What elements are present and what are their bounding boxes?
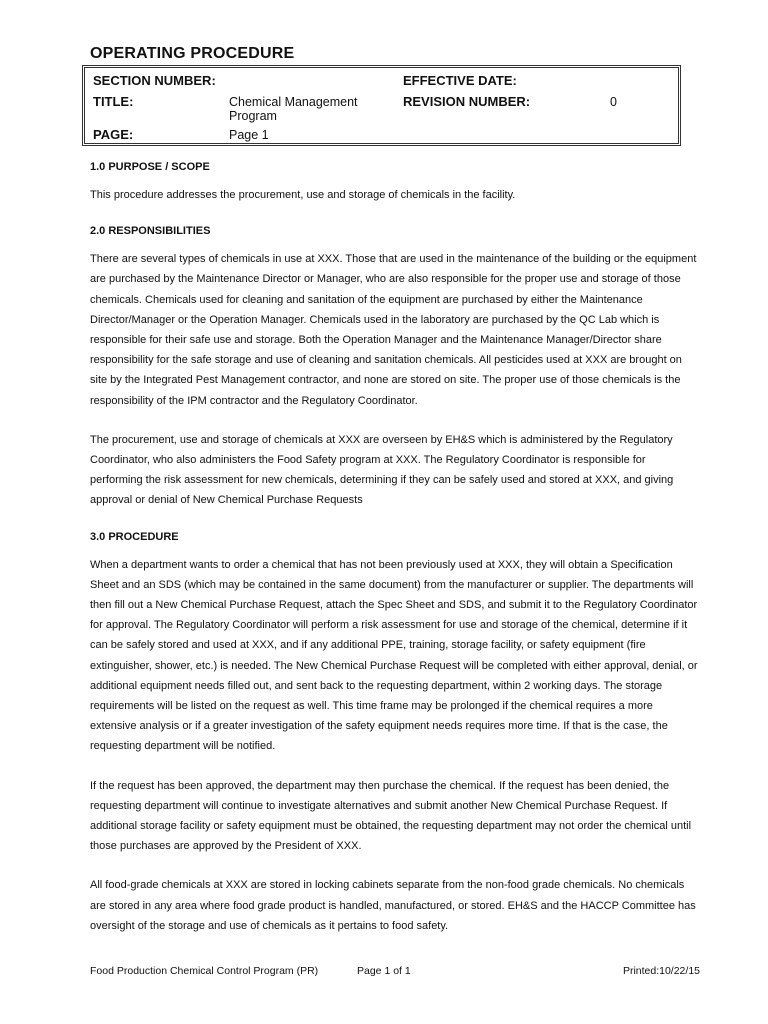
document-body <box>90 160 698 955</box>
header-table <box>82 65 681 146</box>
procedure-paragraph-2: If the request has been approved, the department may then purchase the chemical. If the request has been denied, the requesting department will continue to investigate alternatives and submit another New Chemical Purchase Request. If additional storage facility or safety equipment must be obtained, the requesting department may not order the chemical until those purchases are approved by the President of XXX. <box>90 779 692 853</box>
footer-page-number: Page 1 of 1 <box>357 965 411 977</box>
purpose-paragraph: This procedure addresses the procurement, use and storage of chemicals in the facility. <box>90 189 516 201</box>
responsibilities-paragraph-2: The procurement, use and storage of chemicals at XXX are overseen by EH&S which is administered by the Regulatory Coordinator, who also administers the Food Safety program at XXX. The Regulatory Coordinator is responsible for performing the risk assessment for new chemicals, determining if they can be safely used and stored at XXX, and giving approval or denial of New Chemical Purchase Requests <box>90 433 674 507</box>
page-heading: OPERATING PROCEDURE <box>90 45 295 62</box>
section-number-label: SECTION NUMBER: <box>93 73 216 88</box>
page-footer <box>90 965 700 979</box>
page-label: PAGE: <box>93 127 134 142</box>
section-heading-procedure: 3.0 PROCEDURE <box>90 530 179 543</box>
footer-document-name: Food Production Chemical Control Program (PR) <box>90 965 319 977</box>
section-heading-responsibilities: 2.0 RESPONSIBILITIES <box>90 225 211 238</box>
footer-printed-date: Printed:10/22/15 <box>622 965 700 977</box>
revision-number-value: 0 <box>610 95 617 109</box>
title-label: TITLE: <box>93 94 134 109</box>
procedure-paragraph-1: When a department wants to order a chemical that has not been previously used at XXX, they will obtain a Specification Sheet and an SDS (which may be contained in the same document) from the manufacturer or supplier. The departments will then fill out a New Chemical Purchase Request, attach the Spec Sheet and SDS, and submit it to the Regulatory Coordinator for approval. The Regulatory Coordinator will perform a risk assessment for use and storage of the chemical, determine if it can be safely stored and used at XXX, and if any additional PPE, training, storage facility, or safety equipment (fire extinguisher, shower, etc.) is needed. The New Chemical Purchase Request will be completed with either approval, denial, or additional equipment needs filled out, and sent back to the requesting department, within 2 working days. The storage requirements will be listed on the request as well. This time frame may be prolonged if the chemical requires a more extensive analysis or if a greater investigation of the safety equipment needs requires more time. If that is the case, the requesting department will be notified. <box>90 558 698 753</box>
page-value: Page 1 <box>229 128 269 142</box>
responsibilities-paragraph-1: There are several types of chemicals in use at XXX. Those that are used in the maintenance of the building or the equipment are purchased by the Maintenance Director or Manager, who are also responsible for the proper use and storage of those chemicals. Chemicals used for cleaning and sanitation of the equipment are purchased by either the Maintenance Director/Manager or the Operation Manager. Chemicals used in the laboratory are purchased by the QC Lab which is responsible for their safe use and storage. Both the Operation Manager and the Maintenance Manager/Director share responsibility for the safe storage and use of cleaning and sanitation chemicals. All pesticides used at XXX are brought on site by the Integrated Pest Management contractor, and none are stored on site. The proper use of those chemicals is the responsibility of the IPM contractor and the Regulatory Coordinator. <box>90 253 697 407</box>
title-value-line2: Program <box>229 109 277 123</box>
title-value-line1: Chemical Management <box>229 95 358 109</box>
effective-date-label: EFFECTIVE DATE: <box>403 73 517 88</box>
procedure-paragraph-3: All food-grade chemicals at XXX are stored in locking cabinets separate from the non-food grade chemicals. No chemicals are stored in any area where food grade product is handled, manufactured, or stored. EH&S and the HACCP Committee has oversight of the storage and use of chemicals as it pertains to food safety. <box>90 879 696 932</box>
revision-number-label: REVISION NUMBER: <box>403 94 531 109</box>
section-heading-purpose: 1.0 PURPOSE / SCOPE <box>90 161 210 173</box>
